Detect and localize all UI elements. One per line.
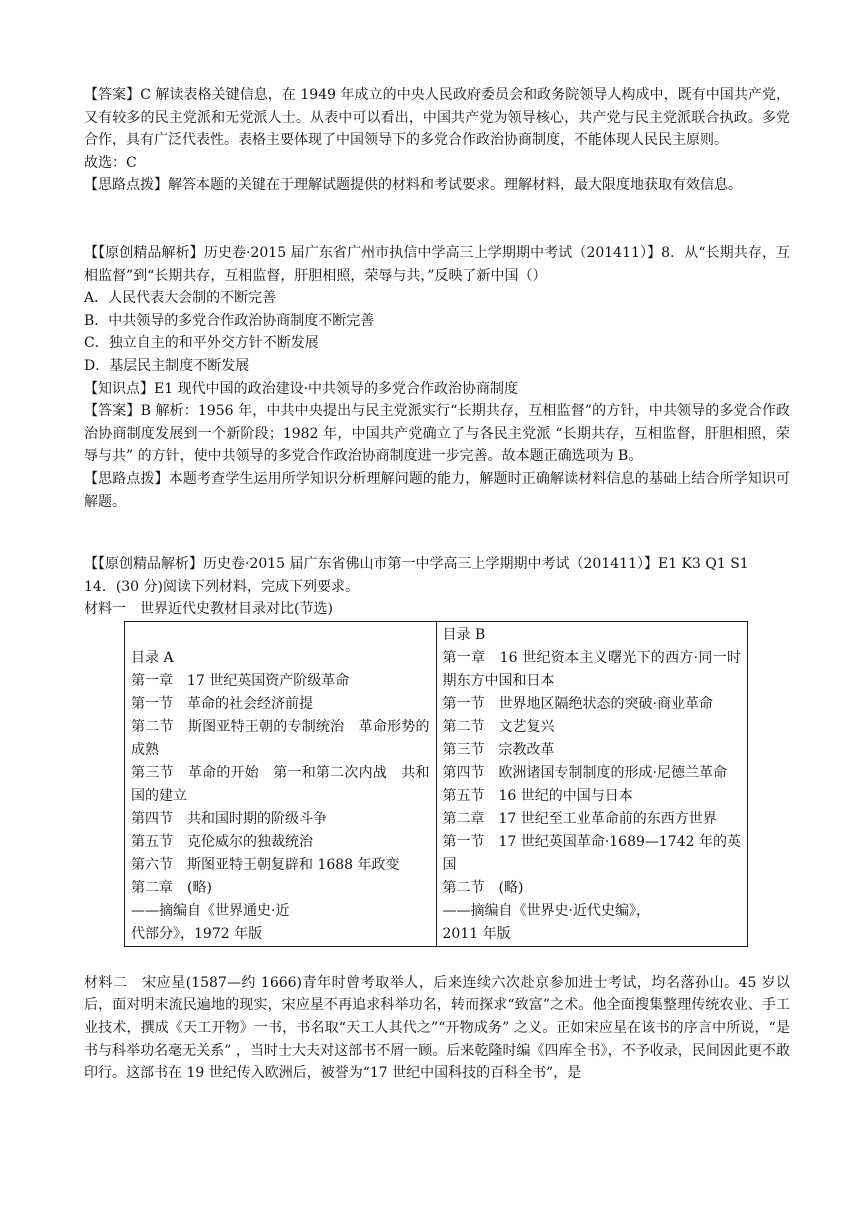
toc-b-line: 第五节 16 世纪的中国与日本 [442, 787, 633, 804]
q7-choice: 故选：C [84, 154, 137, 171]
toc-b-line: 第一节 世界地区隔绝状态的突破·商业革命 [442, 695, 713, 712]
toc-b-line: 第四节 欧洲诸国专制制度的形成·尼德兰革命 [442, 764, 727, 781]
q8-option-c: C．独立自主的和平外交方针不断发展 [84, 335, 319, 352]
toc-a-line: 目录 A [131, 649, 174, 666]
q8-tip: 【思路点拨】本题考查学生运用所学知识分析理解问题的能力，解题时正确解读材料信息的基础上结合所学知识可解题。 [84, 470, 790, 510]
toc-a-line: 第二节 斯图亚特王朝的专制统治 革命形势的成熟 [131, 718, 430, 758]
q8-option-d: D．基层民主制度不断发展 [84, 357, 250, 374]
toc-b-line: 2011 年版 [442, 925, 511, 942]
document-page [84, 84, 790, 1085]
toc-a-line: 代部分》，1972 年版 [131, 925, 263, 942]
toc-b-line: 第一章 16 世纪资本主义曙光下的西方·同一时期东方中国和日本 [442, 649, 741, 689]
q7-tip: 【思路点拨】解答本题的关键在于理解试题提供的材料和考试要求。理解材料，最大限度地获取有效信息。 [84, 177, 742, 194]
q8-answer: 【答案】B 解析：1956 年，中共中央提出与民主党派实行“长期共存，互相监督”的方针，中共领导的多党合作政治协商制度发展到一个新阶段；1982 年，中国共产党确立了与各民主党派 “长期共存，互相监督，肝胆相照，荣辱与共” 的方针，使中共领导的多党合作政治协商制度进一步完善。故本题正确选项为 B。 [84, 403, 790, 465]
material1-title: 材料一 世界近代史教材目录对比(节选) [84, 601, 333, 618]
toc-a-line: 第六节 斯图亚特王朝复辟和 1688 年政变 [131, 856, 400, 873]
toc-b-line: 第三节 宗教改革 [442, 741, 555, 758]
toc-a-line: 第一节 革命的社会经济前提 [131, 695, 313, 712]
toc-a-line: ——摘编自《世界通史·近 [131, 902, 290, 919]
toc-a-line: 第一章 17 世纪英国资产阶级革命 [131, 672, 350, 689]
q14-stem: 14．(30 分)阅读下列材料，完成下列要求。 [84, 578, 360, 595]
toc-b-line: ——摘编自《世界史·近代史编》， [442, 902, 650, 919]
material2-text: 材料二 宋应星(1587—约 1666)青年时曾考取举人，后来连续六次赴京参加进士考试，均名落孙山。45 岁以后，面对明末流民遍地的现实，宋应星不再追求科举功名，转而探求“致富”之术。他全面搜集整理传统农业、手工业技术，撰成《天工开物》一书，书名取“天工人其代之”“开物成务” 之义。正如宋应星在该书的序言中所说，“是书与科举功名毫无关系” ，当时士大夫对这部书不屑一顾。后来乾隆时编《四库全书》，不予收录，民间因此更不敢印行。这部书在 19 世纪传入欧洲后，被誉为“17 世纪中国科技的百科全书”，是 [84, 974, 790, 1082]
toc-a-line: 第二章 (略) [131, 879, 212, 896]
q14-header: 【【原创精品解析】历史卷·2015 届广东省佛山市第一中学高三上学期期中考试（201411）】E1 K3 Q1 S1 [84, 556, 749, 573]
q7-answer: 【答案】C 解读表格关键信息，在 1949 年成立的中央人民政府委员会和政务院领导人构成中，既有中国共产党，又有较多的民主党派和无党派人士。从表中可以看出，中国共产党为领导核心，共产党与民主党派联合执政。多党合作，具有广泛代表性。表格主要体现了中国领导下的多党合作政治协商制度，不能体现人民民主原则。 [84, 87, 790, 149]
toc-a-line: 第四节 共和国时期的阶级斗争 [131, 810, 327, 827]
toc-b-line: 第二章 17 世纪至工业革命前的东西方世界 [442, 810, 717, 827]
toc-comparison-table [124, 621, 748, 947]
q8-option-b: B．中共领导的多党合作政治协商制度不断完善 [84, 312, 375, 329]
toc-b-line: 目录 B [442, 626, 486, 643]
q8-header: 【【原创精品解析】历史卷·2015 届广东省广州市执信中学高三上学期期中考试（201411）】8．从“长期共存，互相监督”到“长期共存，互相监督，肝胆相照，荣辱与共，”反映了新中国（） [84, 244, 790, 284]
toc-a-line: 第三节 革命的开始 第一和第二次内战 共和国的建立 [131, 764, 430, 804]
toc-b-line: 第二节 (略) [442, 879, 524, 896]
q8-knowledge: 【知识点】E1 现代中国的政治建设·中共领导的多党合作政治协商制度 [84, 380, 519, 397]
q8-option-a: A．人民代表大会制的不断完善 [84, 290, 277, 307]
toc-a-cell [125, 621, 437, 946]
toc-b-line: 第一节 17 世纪英国革命·1689—1742 年的英国 [442, 833, 741, 873]
toc-b-cell [436, 621, 748, 946]
toc-a-line: 第五节 克伦威尔的独裁统治 [131, 833, 313, 850]
toc-b-line: 第二节 文艺复兴 [442, 718, 555, 735]
